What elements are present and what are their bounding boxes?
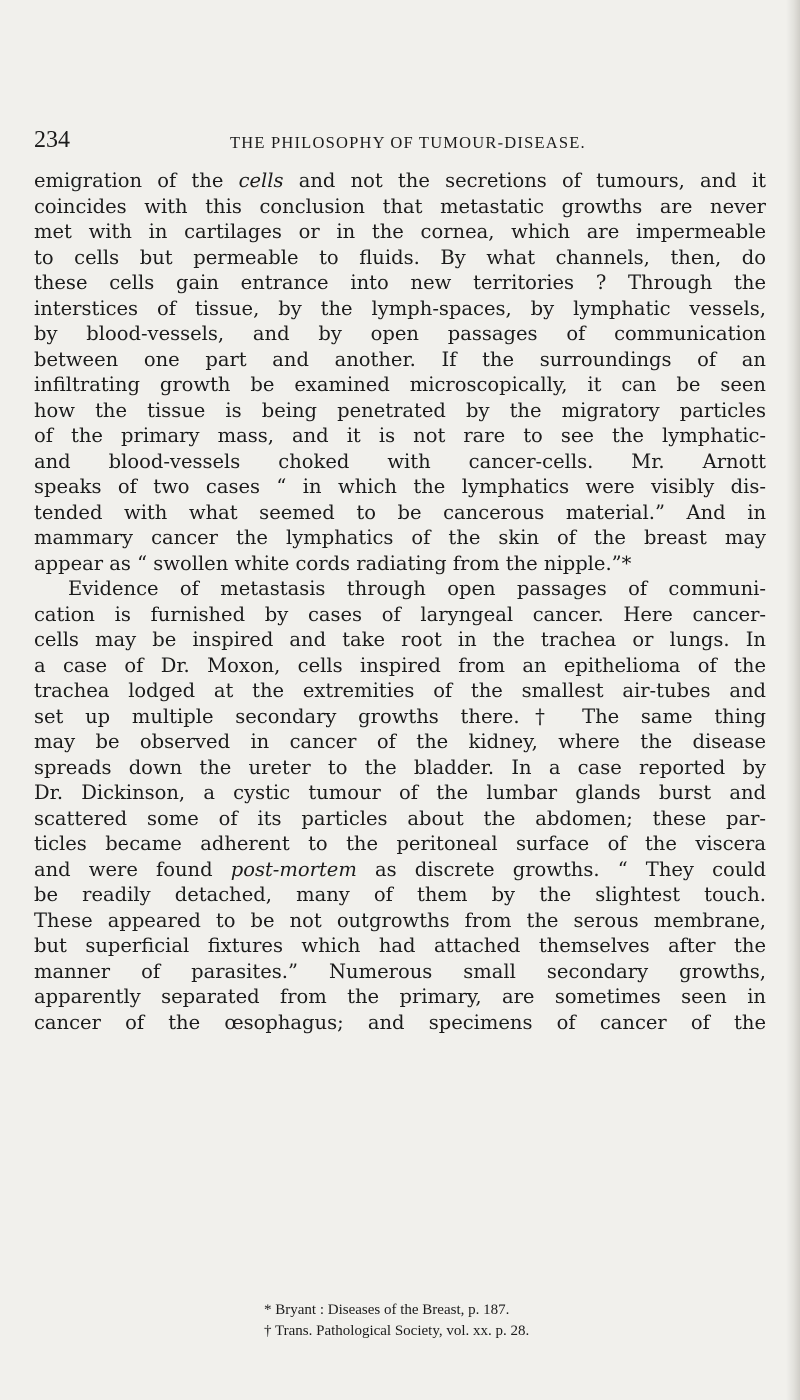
page-edge-shadow (786, 0, 800, 1400)
text-line (34, 168, 766, 194)
text-run: interstices of tissue, by the lymph-spaces, by lymphatic vessels, (34, 296, 766, 320)
text-line (34, 321, 766, 347)
text-run: set up multiple secondary growths there.† The same thing (34, 704, 766, 728)
text-run: to cells but permeable to fluids. By what channels, then, do (34, 245, 766, 269)
text-line (34, 551, 766, 577)
text-line (34, 449, 766, 475)
text-run: between one part and another. If the surroundings of an (34, 347, 766, 371)
text-line (34, 653, 766, 679)
text-run: of the primary mass, and it is not rare to see the lymphatic- (34, 424, 766, 447)
text-run: Dr. Dickinson, a cystic tumour of the lumbar glands burst and (34, 781, 766, 804)
text-line (34, 780, 766, 806)
text-line (34, 882, 766, 908)
text-line (34, 500, 766, 526)
text-run: a case of Dr. Moxon, cells inspired from an epithelioma of the (34, 653, 766, 677)
text-run: may be observed in cancer of the kidney, where the disease (34, 730, 766, 753)
text-line (34, 525, 766, 551)
text-run: cation is furnished by cases of laryngeal cancer. Here cancer- (34, 602, 766, 626)
text-line (34, 270, 766, 296)
text-run: mammary cancer the lymphatics of the skin of the breast may (34, 526, 766, 549)
text-run: coincides with this conclusion that metastatic growths are never (34, 194, 766, 218)
text-line (34, 347, 766, 373)
footnotes (34, 1300, 766, 1342)
text-line (34, 1010, 766, 1036)
text-run: these cells gain entrance into new territories ? Through the (34, 271, 766, 294)
text-run: appear as “ swollen white cords radiating from the nipple.”* (34, 551, 632, 575)
text-line (34, 398, 766, 424)
footnote: † Trans. Pathological Society, vol. xx. p. 28. (264, 1323, 530, 1339)
text-line (34, 245, 766, 271)
text-run: and not the secretions of tumours, and it (283, 169, 766, 192)
text-run: speaks of two cases “ in which the lymphatics were visibly dis- (34, 475, 766, 498)
text-run: emigration of the (34, 169, 239, 192)
text-line (34, 857, 766, 883)
text-line (34, 831, 766, 857)
page-header (34, 120, 774, 160)
text-line (34, 678, 766, 704)
text-line (34, 984, 766, 1010)
running-title: THE PHILOSOPHY OF TUMOUR-DISEASE. (230, 133, 586, 152)
text-line (34, 372, 766, 398)
text-run: cancer of the œsophagus; and specimens of cancer of the (34, 1010, 766, 1034)
text-line (34, 806, 766, 832)
text-run: tended with what seemed to be cancerous material.” And in (34, 500, 766, 524)
footnote: * Bryant : Diseases of the Breast, p. 187. (264, 1302, 510, 1318)
text-run: manner of parasites.” Numerous small secondary growths, (34, 959, 766, 983)
text-line (34, 423, 766, 449)
text-run: as discrete growths. “ They could (356, 857, 767, 881)
text-run: by blood-vessels, and by open passages of communication (34, 322, 766, 345)
text-line (34, 602, 766, 628)
text-line (34, 296, 766, 322)
text-run: infiltrating growth be examined microscopically, it can be seen (34, 373, 766, 396)
text-line (34, 959, 766, 985)
text-run: but superficial fixtures which had attached themselves after the (34, 934, 766, 957)
text-line (34, 729, 766, 755)
text-line (34, 704, 766, 730)
text-run: trachea lodged at the extremities of the smallest air-tubes and (34, 679, 766, 702)
text-line (34, 474, 766, 500)
text-line (34, 194, 766, 220)
text-run: how the tissue is being penetrated by the migratory particles (34, 398, 766, 422)
body-text (34, 168, 766, 1035)
text-line (34, 627, 766, 653)
text-run: and blood-vessels choked with cancer-cells. Mr. Arnott (34, 449, 766, 473)
text-run: scattered some of its particles about the abdomen; these par- (34, 806, 766, 830)
text-run: spreads down the ureter to the bladder. In a case reported by (34, 755, 766, 779)
text-run: ticles became adherent to the peritoneal surface of the viscera (34, 832, 766, 855)
text-run: These appeared to be not outgrowths from the serous membrane, (34, 908, 766, 932)
text-run: and were found (34, 857, 231, 881)
text-line (34, 933, 766, 959)
page-number: 234 (34, 127, 70, 153)
text-line (34, 908, 766, 934)
italic-text: cells (238, 169, 284, 192)
text-run: apparently separated from the primary, are sometimes seen in (34, 985, 766, 1008)
text-line (34, 219, 766, 245)
text-line (34, 755, 766, 781)
text-line (34, 576, 766, 602)
text-run: Evidence of metastasis through open passages of communi- (68, 577, 766, 600)
text-run: be readily detached, many of them by the slightest touch. (34, 883, 766, 906)
text-run: cells may be inspired and take root in the trachea or lungs. In (34, 628, 766, 651)
italic-text: post-mortem (230, 857, 357, 881)
text-run: met with in cartilages or in the cornea, which are impermeable (34, 220, 766, 243)
